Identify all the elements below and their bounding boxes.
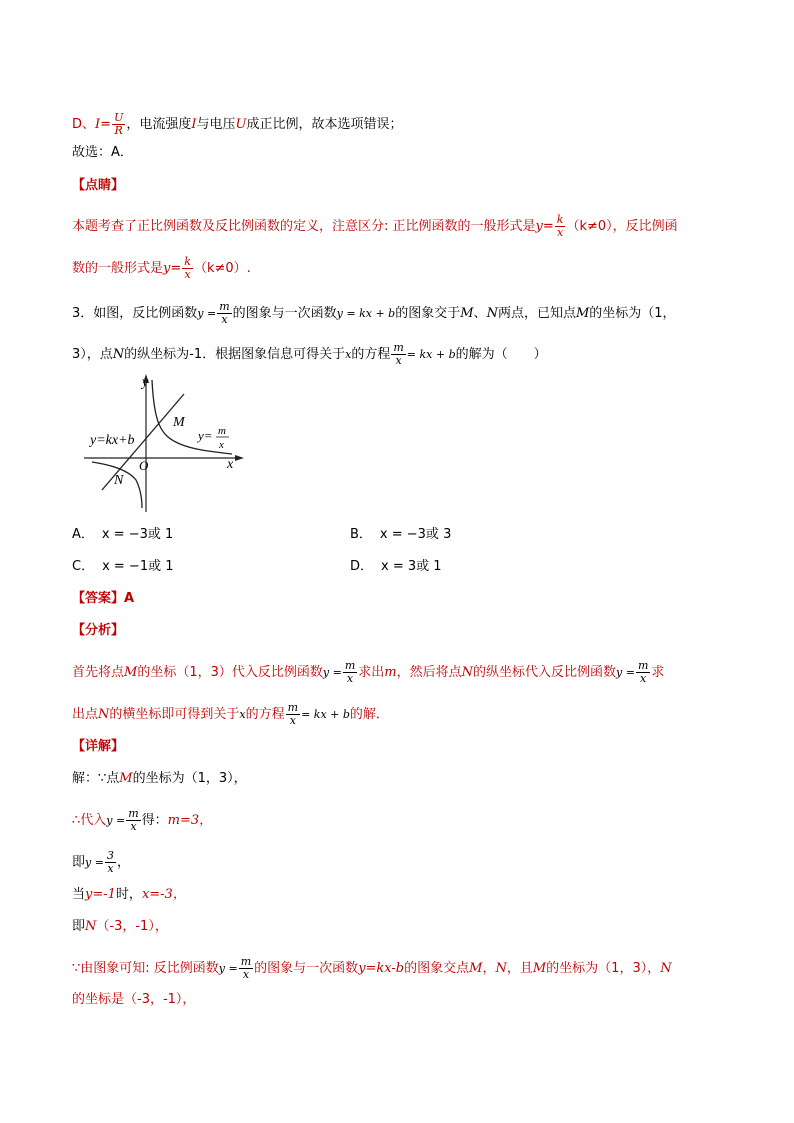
point-M: M <box>469 961 483 976</box>
linear-expression: y=kx-b <box>358 961 405 976</box>
dianjing-header: 【点睛】 <box>72 178 125 193</box>
analysis-text: 的方程 <box>245 707 285 722</box>
equals-sign: = <box>100 117 112 132</box>
detail-text: 的坐标为（1，3）， <box>132 771 247 786</box>
point-N: N <box>495 961 507 976</box>
q3-text: 3．如图，反比例函数 <box>72 306 198 321</box>
analysis-text: 出点 <box>72 707 99 722</box>
point-M: M <box>460 306 474 321</box>
denominator-x: x <box>395 354 402 367</box>
fraction-k-over-x <box>182 256 193 281</box>
answer-line <box>72 591 134 607</box>
equals-sign: = <box>542 219 554 234</box>
denominator-x: x <box>107 862 114 875</box>
fraction-m-over-x <box>217 301 231 326</box>
detail-text: 时， <box>115 887 142 902</box>
detail-text: ∵由图象可知: 反比例函数 <box>72 961 219 976</box>
option-d-explanation <box>72 112 403 137</box>
hyperbola-label-x: x <box>219 439 224 451</box>
option-b[interactable] <box>350 527 451 543</box>
equation-rhs: = kx + b <box>406 348 456 361</box>
hyperbola-label-m: m <box>218 425 226 437</box>
var-y: y = <box>322 666 342 679</box>
function-graph <box>84 372 244 512</box>
detail-text: 的坐标为（1，3）， <box>546 961 661 976</box>
denominator-x: x <box>289 714 296 727</box>
var-y: y <box>535 219 543 234</box>
analysis-line-1 <box>72 660 664 685</box>
text-conclusion: 成正比例，故本选项错误； <box>246 117 403 132</box>
q3-text: 的图象与一次函数 <box>232 306 337 321</box>
detail-text: ∴代入 <box>72 813 107 828</box>
fraction-m-over-x <box>286 702 300 727</box>
numerator-k: k <box>184 255 191 268</box>
option-b-label: B． <box>350 527 372 542</box>
answer-value: A <box>124 591 135 606</box>
option-d-expr: x = 3或 1 <box>381 559 442 574</box>
denominator-x: x <box>346 672 354 685</box>
option-d[interactable] <box>350 559 442 575</box>
var-I: I <box>191 117 197 132</box>
var-m: m <box>384 665 397 680</box>
analysis-text: 的横坐标即可得到关于 <box>109 707 240 722</box>
var-I: I <box>95 117 101 132</box>
fraction-m-over-x <box>239 956 253 981</box>
numerator-3: 3 <box>106 849 114 862</box>
q3-text: 的解为（ ） <box>455 347 547 362</box>
dianjing-text: 数的一般形式是 <box>72 261 164 276</box>
origin-label: O <box>139 458 149 473</box>
point-M: M <box>124 665 138 680</box>
denominator-x: x <box>557 226 564 239</box>
linear-expression: y = kx + b <box>336 307 396 320</box>
option-a-label: A． <box>72 527 94 542</box>
numerator-m: m <box>240 955 252 968</box>
option-d-prefix: D、 <box>72 117 96 132</box>
choose-text: 故选：A． <box>72 145 133 160</box>
analysis-line-2 <box>72 702 389 727</box>
detail-step-5 <box>72 919 168 935</box>
option-d-label: D． <box>350 559 374 574</box>
var-y: y = <box>616 666 635 679</box>
analysis-header: 【分析】 <box>72 623 125 638</box>
fraction-m-over-x <box>126 808 140 833</box>
line-equation-label: y=kx+b <box>90 433 135 448</box>
fraction-m-over-x <box>343 660 357 685</box>
option-a[interactable] <box>72 527 173 543</box>
fraction-U-over-R <box>112 112 125 137</box>
analysis-text: 首先将点 <box>72 665 125 680</box>
detail-text: 的坐标是（-3，-1）， <box>72 992 196 1007</box>
numerator-k: k <box>556 213 564 226</box>
numerator-m: m <box>637 659 649 672</box>
denominator-x: x <box>184 268 191 281</box>
analysis-text: 的解． <box>349 707 389 722</box>
x-value: x=-3， <box>141 887 186 902</box>
point-N: N <box>85 919 97 934</box>
detail-step-4 <box>72 887 186 903</box>
detail-text: 即 <box>72 919 86 934</box>
option-c-label: C． <box>72 559 95 574</box>
numerator-m: m <box>287 701 299 714</box>
point-N: N <box>660 961 672 976</box>
detail-step-1 <box>72 771 247 787</box>
q3-text: 3），点 <box>72 347 113 362</box>
var-y: y = <box>106 814 126 827</box>
fraction-3-over-x <box>105 850 116 875</box>
question-3-line-1 <box>72 301 676 326</box>
numerator-m: m <box>344 659 356 672</box>
text-voltage: 与电压 <box>196 117 236 132</box>
dianjing-line-1 <box>72 214 678 239</box>
n-coordinates: （-3，-1）， <box>96 919 168 934</box>
analysis-text: 求出 <box>358 665 385 680</box>
numerator-U: U <box>114 111 124 124</box>
var-x: x <box>345 348 352 361</box>
point-N: N <box>486 306 498 321</box>
point-M: M <box>532 961 547 976</box>
detail-text: ，且 <box>506 961 533 976</box>
detail-text: 得： <box>141 813 168 828</box>
option-b-expr: x = −3或 3 <box>379 527 452 542</box>
q3-text: 的纵坐标为-1．根据图象信息可得关于 <box>124 347 346 362</box>
analysis-text: ，然后将点 <box>396 665 462 680</box>
dianjing-line-2 <box>72 256 251 281</box>
point-N: N <box>112 347 125 362</box>
var-U: U <box>235 117 247 132</box>
detail-step-3 <box>72 850 130 875</box>
hyperbola-label-y: y= <box>198 428 213 443</box>
choose-line <box>72 145 133 161</box>
point-M-label: M <box>173 415 185 430</box>
x-axis-label: x <box>227 457 234 472</box>
var-y: y = <box>85 856 104 869</box>
q3-text: 、 <box>473 306 487 321</box>
dianjing-text: 本题考查了正比例函数及反比例函数的定义，注意区分: 正比例函数的一般形式是 <box>72 219 536 234</box>
detail-step-6 <box>72 956 672 981</box>
denominator-x: x <box>221 313 228 326</box>
option-a-expr: x = −3或 1 <box>101 527 174 542</box>
numerator-m: m <box>128 807 139 820</box>
detail-step-2 <box>72 808 212 833</box>
dianjing-cond: （k≠0），反比例函 <box>566 219 678 234</box>
point-N: N <box>461 665 473 680</box>
detail-text: ， <box>116 855 130 870</box>
point-N: N <box>98 707 110 722</box>
x-axis-arrow-icon <box>235 455 244 461</box>
numerator-m: m <box>393 341 404 354</box>
equation-rhs: = kx + b <box>301 708 350 721</box>
detail-text: 的图象交点 <box>404 961 470 976</box>
answer-header: 【答案】 <box>72 591 125 606</box>
detail-text: 当 <box>72 887 86 902</box>
point-N-label: N <box>114 473 124 488</box>
q3-text: 的图象交于 <box>395 306 461 321</box>
denominator-x: x <box>130 820 137 833</box>
var-y: y <box>163 261 171 276</box>
numerator-m: m <box>219 300 230 313</box>
detail-header: 【详解】 <box>72 739 125 754</box>
detail-step-7 <box>72 992 195 1008</box>
q3-text: 的方程 <box>351 347 391 362</box>
var-y: y = <box>197 307 217 320</box>
text-current: ，电流强度 <box>126 117 192 132</box>
detail-text: 解：∵点 <box>72 771 120 786</box>
denominator-R: R <box>114 124 123 137</box>
denominator-x: x <box>640 672 647 685</box>
analysis-text: 的坐标（1，3）代入反比例函数 <box>137 665 323 680</box>
detail-text: 的图象与一次函数 <box>254 961 359 976</box>
option-c[interactable] <box>72 559 174 575</box>
y-value: y=-1 <box>85 887 116 902</box>
dianjing-cond: （k≠0）. <box>193 261 251 276</box>
fraction-m-over-x <box>636 660 650 685</box>
equals-sign: = <box>170 261 182 276</box>
point-M: M <box>119 771 133 786</box>
analysis-text: 求 <box>651 665 665 680</box>
q3-text: 的坐标为（1， <box>589 306 676 321</box>
fraction-k-over-x <box>555 214 566 239</box>
var-x: x <box>239 708 246 721</box>
q3-text: 两点，已知点 <box>497 306 576 321</box>
option-c-expr: x = −1或 1 <box>102 559 174 574</box>
y-axis-label: y <box>142 375 149 390</box>
analysis-text: 的纵坐标代入反比例函数 <box>472 665 616 680</box>
detail-text: 即 <box>72 855 86 870</box>
question-3-line-2 <box>72 342 547 367</box>
point-M: M <box>575 306 590 321</box>
detail-text: ， <box>482 961 496 976</box>
var-y: y = <box>218 962 238 975</box>
m-value: m=3， <box>167 813 213 828</box>
fraction-m-over-x <box>391 342 405 367</box>
denominator-x: x <box>242 968 250 981</box>
